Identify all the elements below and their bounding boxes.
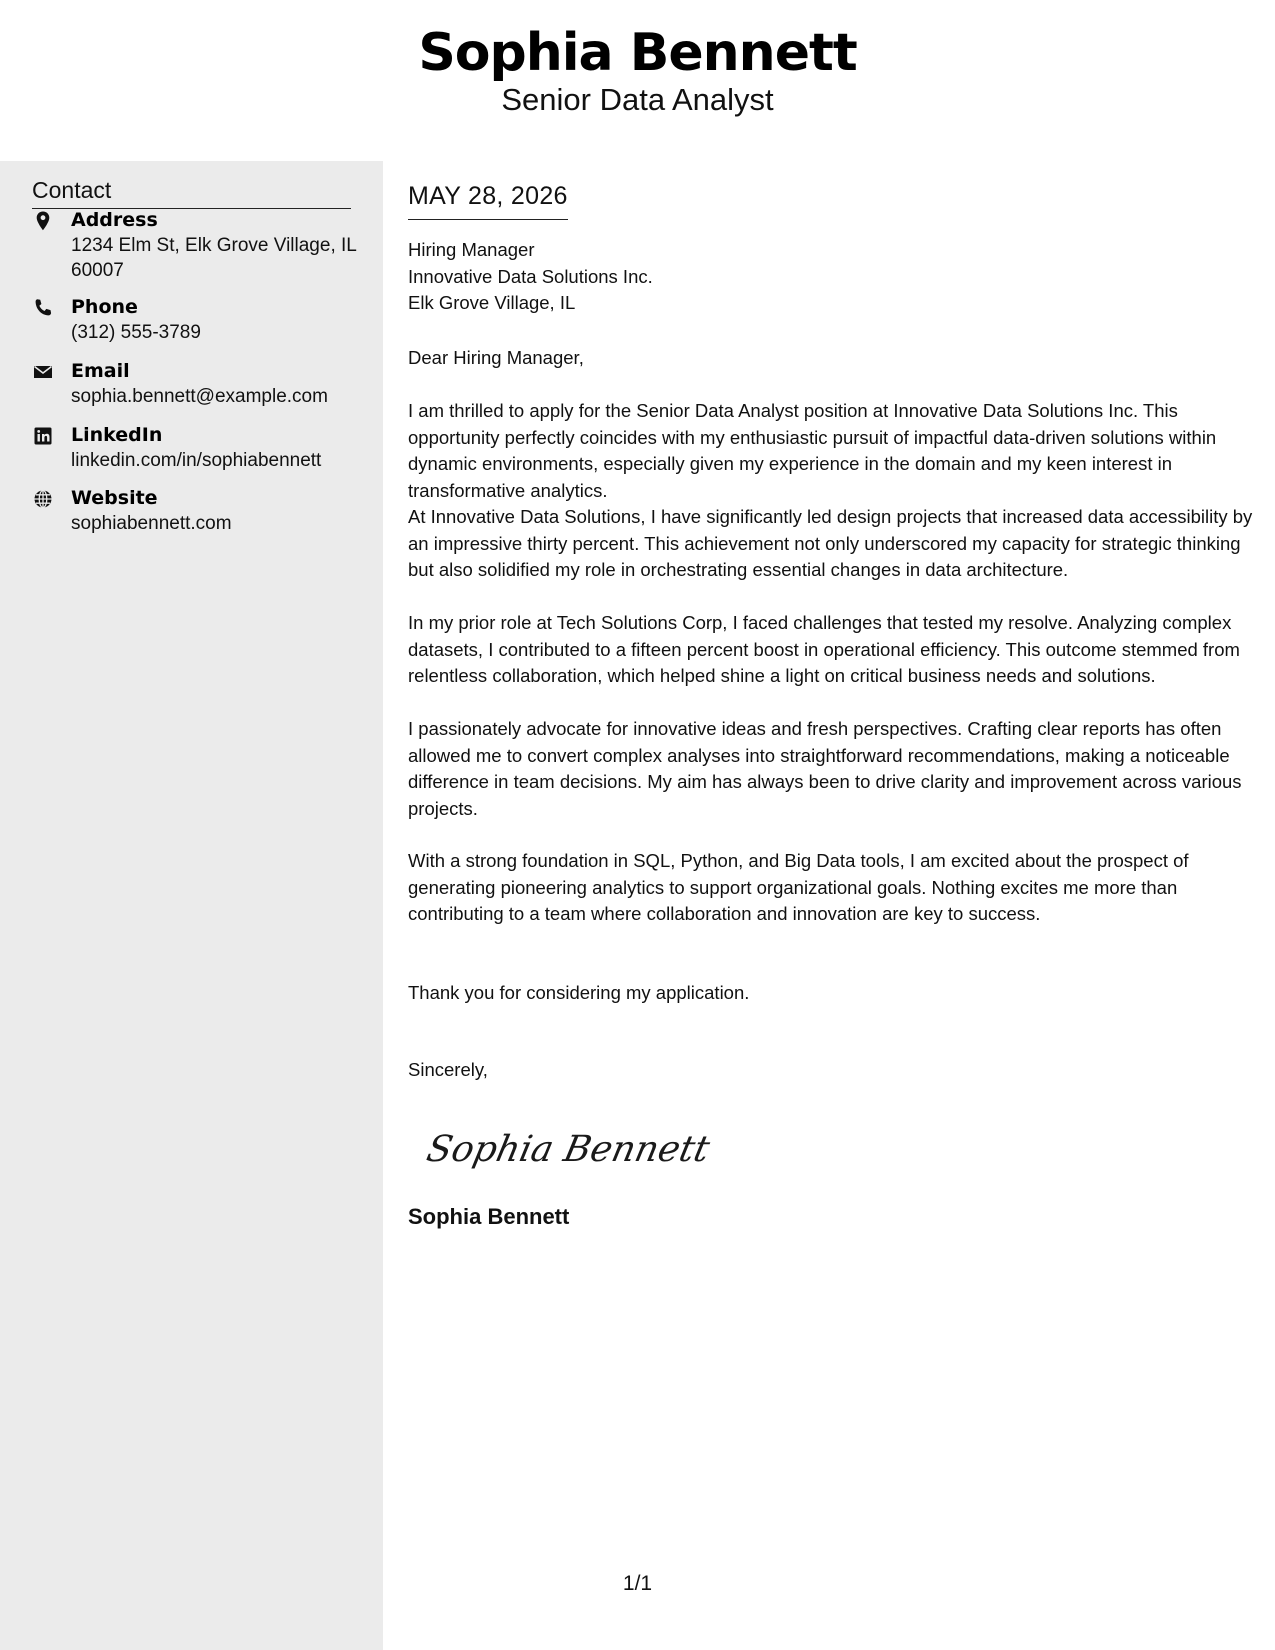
linkedin-icon [32, 425, 54, 447]
contact-label: Email [71, 360, 130, 382]
letter-date: MAY 28, 2026 [408, 179, 568, 220]
contact-label: Website [71, 487, 158, 509]
letter-body [408, 161, 1253, 1650]
phone-icon [32, 297, 54, 319]
contact-heading: Contact [32, 175, 351, 209]
paragraph: Thank you for considering my application. [408, 982, 750, 1003]
contact-label: Phone [71, 296, 138, 318]
contact-label: LinkedIn [71, 424, 163, 446]
paragraph: At Innovative Data Solutions, I have significantly led design projects that increased data accessibility by an impressive thirty percent. This achievement not only underscored my capacity for strategic thinking but also solidified my role in orchestrating essential changes in data architecture. [408, 506, 1253, 580]
closing: Sincerely, [408, 1059, 488, 1080]
email-value: sophia.bennett@example.com [71, 386, 328, 407]
envelope-icon [32, 361, 54, 383]
address-value: 1234 Elm St, Elk Grove Village, IL 60007 [71, 235, 357, 281]
map-pin-icon [32, 210, 54, 232]
website-value: sophiabennett.com [71, 513, 232, 534]
paragraph: In my prior role at Tech Solutions Corp, I faced challenges that tested my resolve. Analyzing complex datasets, I contributed to a fifteen percent boost in operational efficiency. This outcome stemmed from relentless collaboration, which helped shine a light on critical business needs and solutions. [408, 612, 1240, 686]
applicant-name: Sophia Bennett [418, 23, 857, 83]
page-number: 1/1 [622, 1572, 653, 1595]
recipient-line: Elk Grove Village, IL [408, 292, 576, 313]
paragraph: With a strong foundation in SQL, Python, and Big Data tools, I am excited about the prospect of generating pioneering analytics to support organizational goals. Nothing excites me more than contributing to a team where collaboration and innovation are key to success. [408, 850, 1189, 924]
contact-label: Address [71, 209, 158, 231]
job-title: Senior Data Analyst [501, 82, 774, 117]
signature-text: Sophia Bennett [423, 1127, 714, 1170]
signer-name: Sophia Bennett [408, 1204, 570, 1229]
paragraph: I am thrilled to apply for the Senior Data Analyst position at Innovative Data Solutions Inc. This opportunity perfectly coincides with my enthusiastic pursuit of impactful data-driven solutions within dynamic environments, especially given my experience in the domain and my keen interest in transformative analytics. [408, 400, 1217, 501]
linkedin-value: linkedin.com/in/sophiabennett [71, 450, 322, 471]
recipient-block [408, 237, 653, 317]
signature-image [422, 1119, 714, 1179]
letter-header [0, 0, 1275, 161]
recipient-line: Hiring Manager [408, 239, 535, 260]
paragraph: I passionately advocate for innovative ideas and fresh perspectives. Crafting clear reports has often allowed me to convert complex analyses into straightforward recommendations, making a noticeable difference in team decisions. My aim has always been to drive clarity and improvement across various projects. [408, 718, 1242, 819]
recipient-line: Innovative Data Solutions Inc. [408, 265, 653, 287]
globe-icon [32, 488, 54, 510]
phone-value: (312) 555-3789 [71, 322, 201, 343]
contact-sidebar [0, 161, 383, 1650]
salutation: Dear Hiring Manager, [408, 347, 584, 368]
